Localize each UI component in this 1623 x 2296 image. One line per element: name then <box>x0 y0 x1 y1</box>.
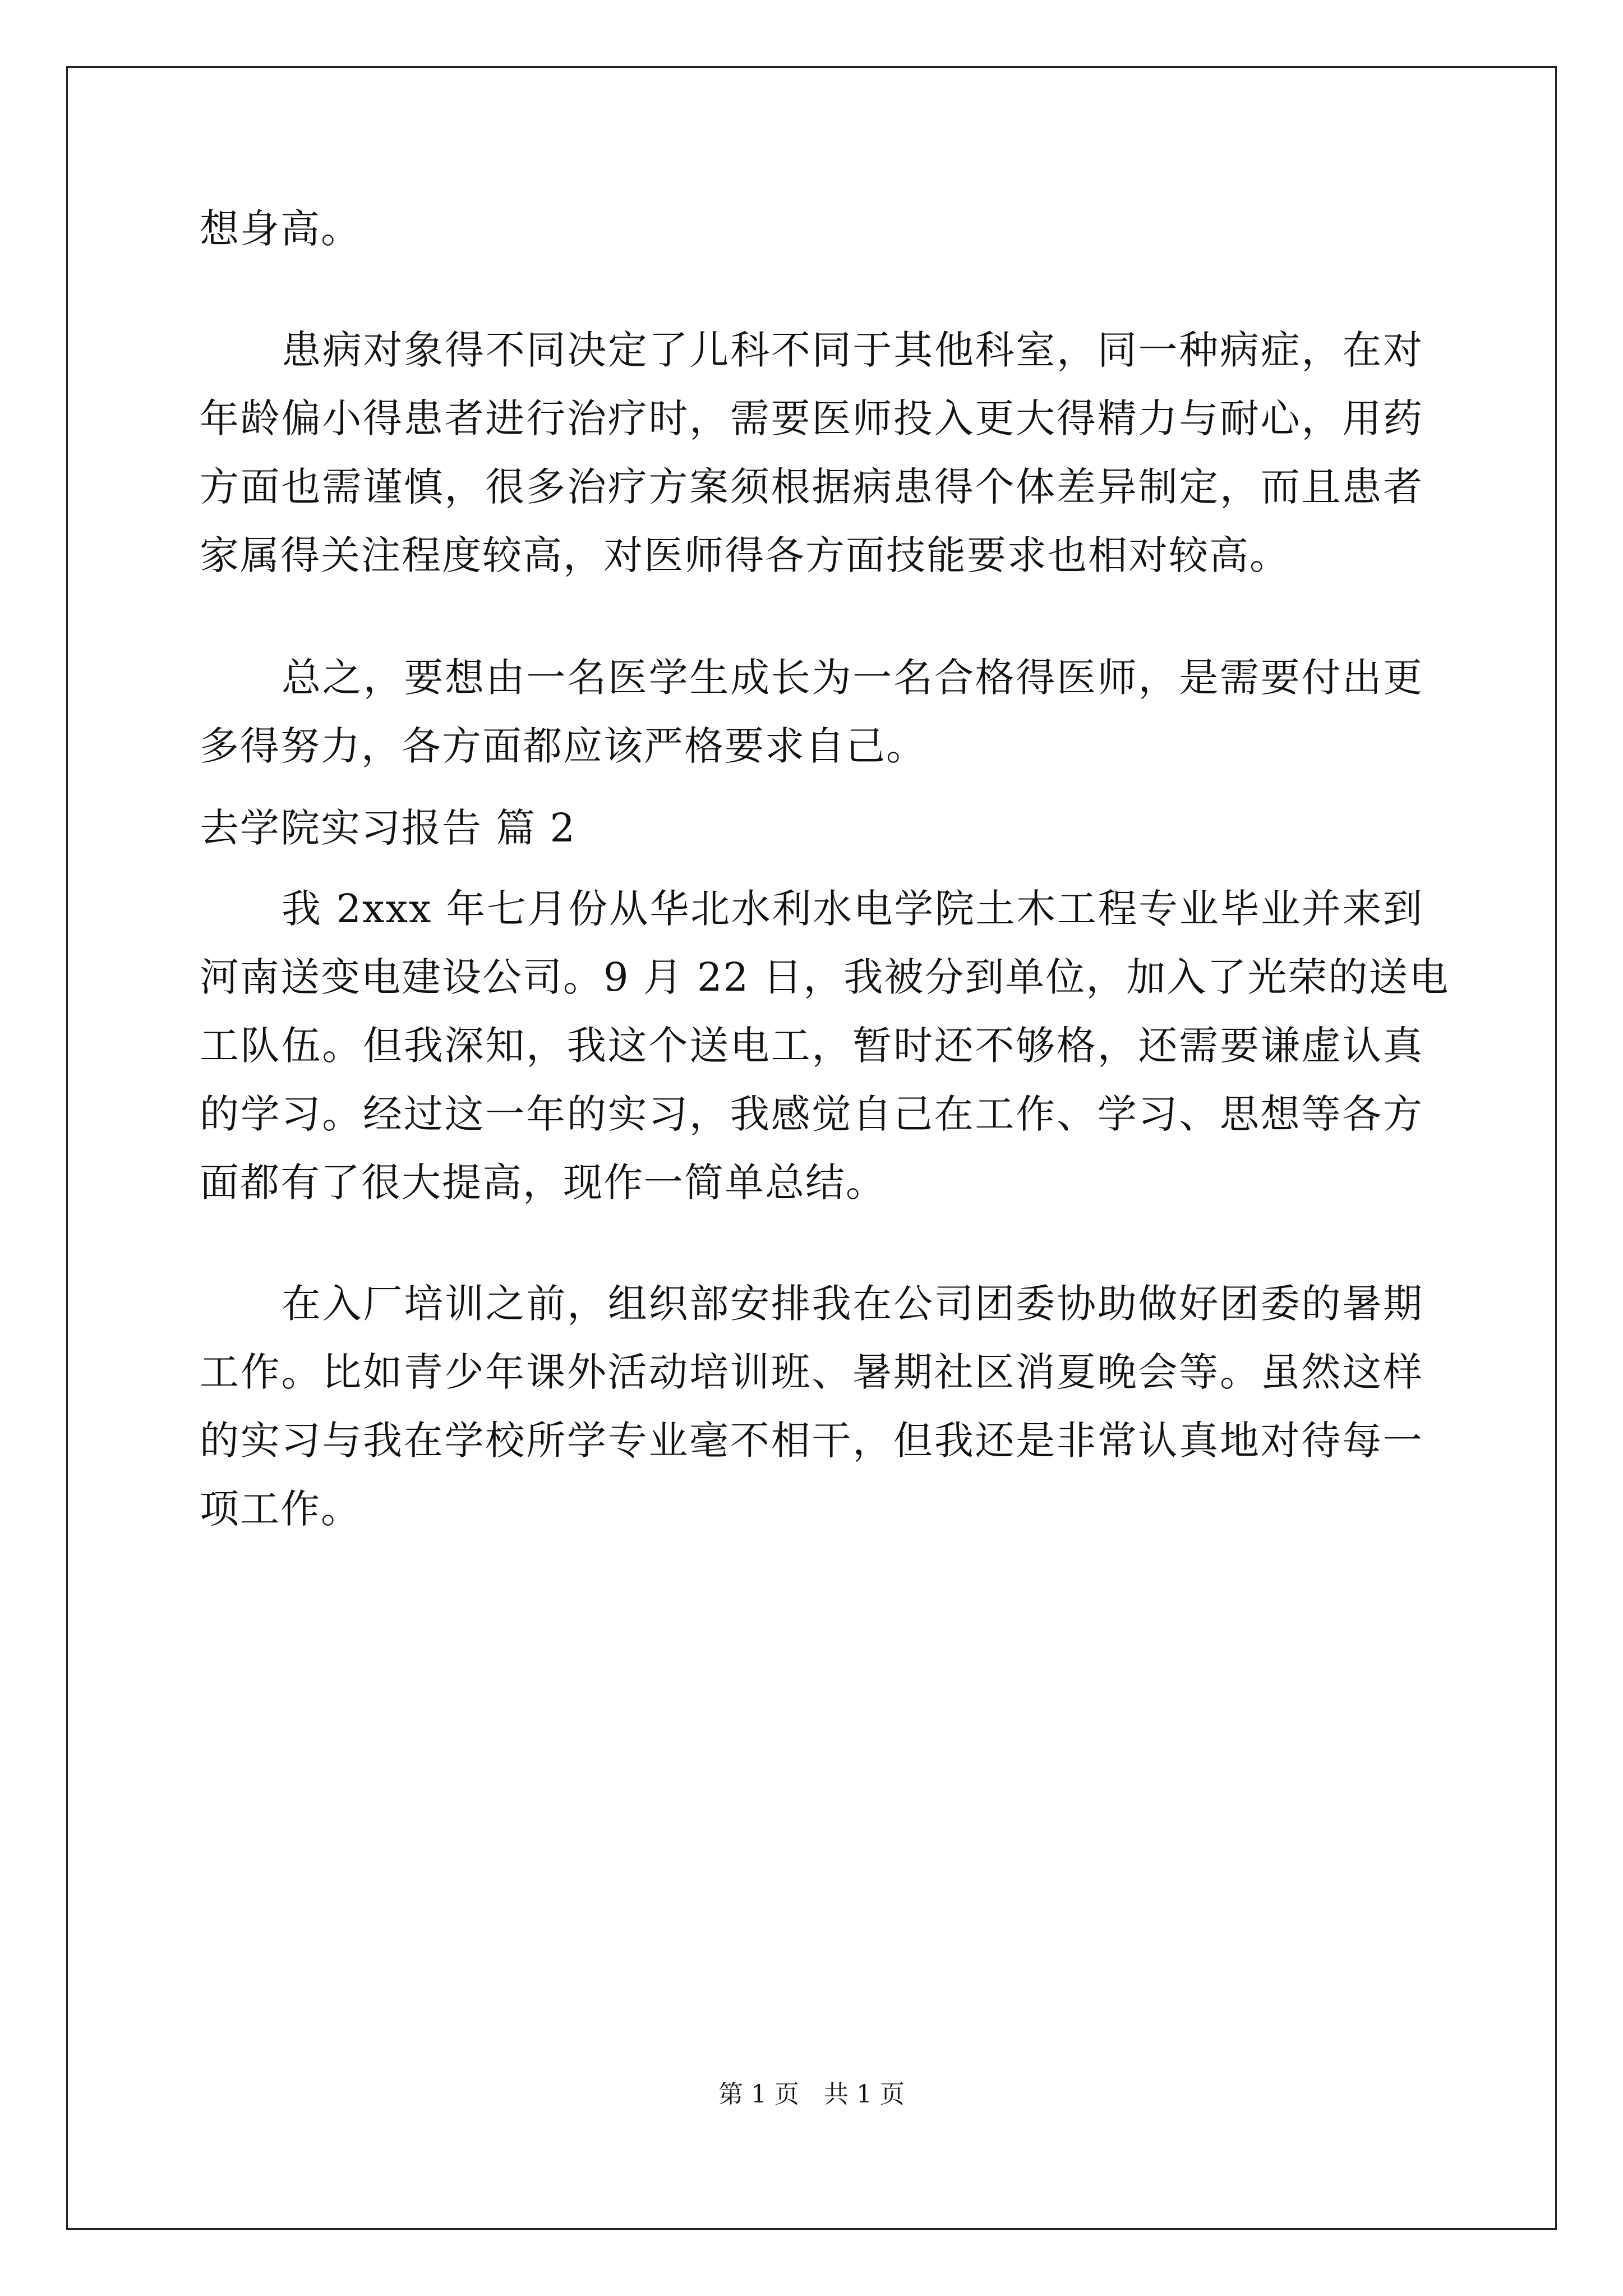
paragraph-line: 项工作。 <box>200 1486 361 1532</box>
paragraph-line: 想身高。 <box>200 206 361 252</box>
section-heading: 去学院实习报告 篇 2 <box>200 805 577 851</box>
paragraph-line: 的学习。经过这一年的实习，我感觉自己在工作、学习、思想等各方 <box>200 1091 1423 1137</box>
page-border <box>66 66 1557 2230</box>
paragraph-line: 方面也需谨慎，很多治疗方案须根据病患得个体差异制定，而且患者 <box>200 464 1423 510</box>
paragraph-line: 年龄偏小得患者进行治疗时，需要医师投入更大得精力与耐心，用药 <box>200 395 1423 441</box>
paragraph-line: 面都有了很大提高，现作一简单总结。 <box>200 1159 886 1205</box>
paragraph-line: 工队伍。但我深知，我这个送电工，暂时还不够格，还需要谦虚认真 <box>200 1023 1423 1069</box>
page-number-footer: 第 1 页 共 1 页 <box>718 2080 905 2109</box>
paragraph-line: 总之，要想由一名医学生成长为一名合格得医师，是需要付出更 <box>282 655 1423 701</box>
paragraph-line: 多得努力，各方面都应该严格要求自己。 <box>200 723 926 769</box>
paragraph-line: 家属得关注程度较高，对医师得各方面技能要求也相对较高。 <box>200 532 1290 578</box>
paragraph-line: 河南送变电建设公司。9 月 22 日，我被分到单位，加入了光荣的送电 <box>200 954 1450 1000</box>
paragraph-line: 在入厂培训之前，组织部安排我在公司团委协助做好团委的暑期 <box>282 1281 1423 1327</box>
paragraph-line: 工作。比如青少年课外活动培训班、暑期社区消夏晚会等。虽然这样 <box>200 1349 1423 1395</box>
paragraph-line: 我 2xxx 年七月份从华北水利水电学院土木工程专业毕业并来到 <box>282 886 1423 932</box>
paragraph-line: 的实习与我在学校所学专业毫不相干，但我还是非常认真地对待每一 <box>200 1418 1423 1464</box>
paragraph-line: 患病对象得不同决定了儿科不同于其他科室，同一种病症，在对 <box>282 327 1423 373</box>
